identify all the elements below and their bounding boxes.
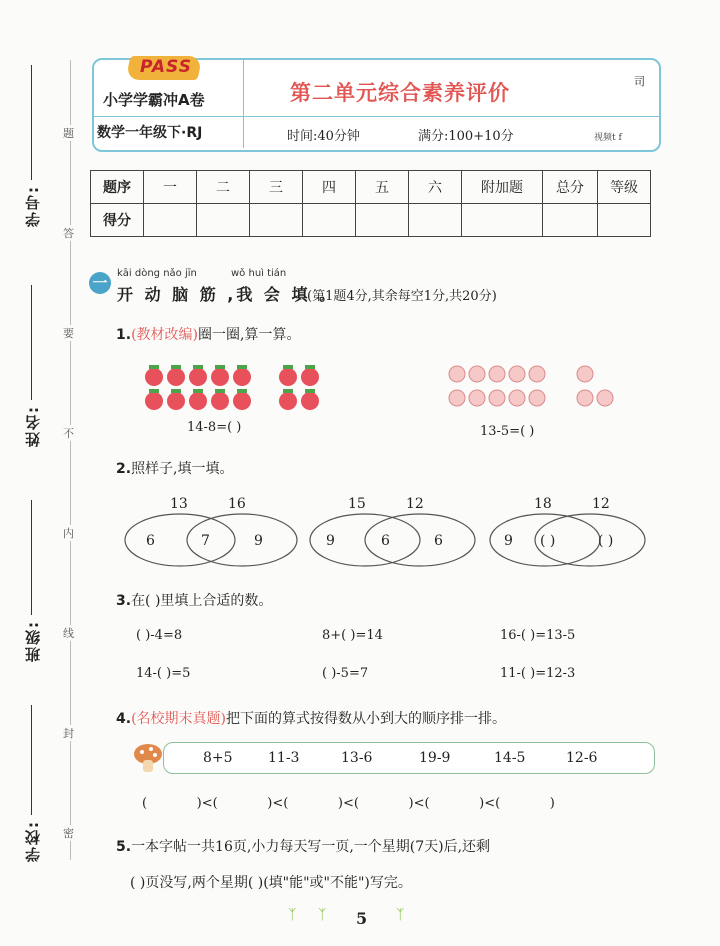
name-line[interactable] xyxy=(31,285,32,400)
question-5-line2[interactable]: ( )页没写,两个星期( )(填"能"或"不能")写完。 xyxy=(130,875,412,891)
table-cell: 附加题 xyxy=(462,171,543,204)
section-note: (第1题4分,其余每空1分,共20分) xyxy=(307,289,497,304)
seal-char: 内 xyxy=(63,527,74,540)
seal-char: 线 xyxy=(63,627,74,640)
pass-logo: PASS xyxy=(140,57,192,77)
venn-right: 9 xyxy=(254,533,263,549)
question-text: 圈一圈,算一算。 xyxy=(198,327,301,343)
venn-left: 9 xyxy=(326,533,335,549)
seal-char: 答 xyxy=(63,227,74,240)
table-cell: 题序 xyxy=(91,171,144,204)
section-number: 一 xyxy=(89,272,111,294)
score-cell[interactable] xyxy=(197,204,250,237)
header-divider-h xyxy=(92,116,659,117)
question-4 xyxy=(116,708,506,728)
table-row xyxy=(91,204,651,237)
class-label: 班级: xyxy=(24,620,42,662)
venn-right-blank[interactable]: ( ) xyxy=(598,533,614,549)
q3-item[interactable]: 8+( )=14 xyxy=(322,628,383,643)
score-cell[interactable] xyxy=(303,204,356,237)
score-cell[interactable] xyxy=(409,204,462,237)
table-cell: 一 xyxy=(144,171,197,204)
page-title: 第二单元综合素养评价 xyxy=(290,81,510,105)
venn-middle: 7 xyxy=(201,533,210,549)
q3-item[interactable]: ( )-4=8 xyxy=(136,628,183,643)
table-cell: 三 xyxy=(250,171,303,204)
expression: 11-3 xyxy=(268,750,300,766)
question-text: 把下面的算式按得数从小到大的顺序排一排。 xyxy=(226,711,506,727)
header-divider xyxy=(243,60,244,148)
sprout-icon: ᛉ xyxy=(288,907,297,923)
question-text: 在( )里填上合适的数。 xyxy=(131,593,273,609)
q3-item[interactable]: 11-( )=12-3 xyxy=(500,666,576,681)
venn-left: 9 xyxy=(504,533,513,549)
table-row xyxy=(91,171,651,204)
table-cell: 四 xyxy=(303,171,356,204)
page-number: 5 xyxy=(356,909,368,928)
venn-top-right: 16 xyxy=(228,496,246,512)
question-5 xyxy=(116,836,490,856)
sprout-icon: ᛉ xyxy=(318,907,327,923)
table-cell: 二 xyxy=(197,171,250,204)
table-cell: 总分 xyxy=(543,171,598,204)
seal-char: 题 xyxy=(63,127,74,140)
table-cell: 等级 xyxy=(598,171,651,204)
order-answer-line[interactable]: ( )<( )<( )<( )<( )<( ) xyxy=(142,796,555,811)
venn-left: 6 xyxy=(146,533,155,549)
question-number: 5. xyxy=(116,839,132,855)
mushroom-icon xyxy=(131,740,167,776)
question-text: 照样子,填一填。 xyxy=(131,461,234,477)
venn-top-left: 18 xyxy=(534,496,552,512)
table-cell: 六 xyxy=(409,171,462,204)
full-score: 满分:100+10分 xyxy=(418,129,514,144)
corner-mark-bottom: 视频t f xyxy=(594,133,622,143)
sprout-icon: ᛉ xyxy=(396,907,405,923)
score-cell[interactable] xyxy=(356,204,409,237)
q1-right-equation[interactable]: 13-5=( ) xyxy=(480,424,535,439)
venn-middle: 6 xyxy=(381,533,390,549)
question-2 xyxy=(116,458,234,478)
question-1 xyxy=(116,324,300,344)
question-number: 4. xyxy=(116,711,132,727)
venn-right: 6 xyxy=(434,533,443,549)
score-cell[interactable] xyxy=(598,204,651,237)
q3-item[interactable]: 14-( )=5 xyxy=(136,666,191,681)
seal-char: 密 xyxy=(63,827,74,840)
school-label: 学校: xyxy=(24,820,42,862)
expression: 8+5 xyxy=(203,750,233,766)
class-line[interactable] xyxy=(31,500,32,615)
peach-icon xyxy=(449,366,613,406)
seal-char: 不 xyxy=(63,427,74,440)
strawberry-illustration[interactable] xyxy=(140,355,340,415)
pinyin: kāi dòng nǎo jīn xyxy=(117,268,197,279)
question-number: 2. xyxy=(116,461,132,477)
table-cell: 得分 xyxy=(91,204,144,237)
expression: 12-6 xyxy=(566,750,598,766)
corner-mark: 司 xyxy=(634,75,645,88)
student-id-label: 学号: xyxy=(24,185,42,227)
time-limit: 时间:40分钟 xyxy=(287,129,360,144)
score-cell[interactable] xyxy=(144,204,197,237)
venn-top-right: 12 xyxy=(406,496,424,512)
score-cell[interactable] xyxy=(250,204,303,237)
series-name: 小学学霸冲A卷 xyxy=(103,91,205,109)
score-cell[interactable] xyxy=(543,204,598,237)
pinyin: wǒ huì tián xyxy=(231,268,287,279)
venn-middle-blank[interactable]: ( ) xyxy=(540,533,556,549)
score-table xyxy=(90,170,651,237)
question-text: 一本字帖一共16页,小力每天写一页,一个星期(7天)后,还剩 xyxy=(131,839,491,855)
seal-char: 封 xyxy=(63,727,74,740)
score-cell[interactable] xyxy=(462,204,543,237)
q3-item[interactable]: 16-( )=13-5 xyxy=(500,628,576,643)
expression: 14-5 xyxy=(494,750,526,766)
name-label: 姓名: xyxy=(24,405,42,447)
venn-top-left: 15 xyxy=(348,496,366,512)
q1-left-equation[interactable]: 14-8=( ) xyxy=(187,420,242,435)
question-3 xyxy=(116,590,272,610)
school-line[interactable] xyxy=(31,705,32,815)
peach-illustration[interactable] xyxy=(445,360,625,410)
venn-top-right: 12 xyxy=(592,496,610,512)
student-id-line[interactable] xyxy=(31,65,32,180)
section-title: 开 动 脑 筋 ,我 会 填 。 xyxy=(117,285,339,304)
table-cell: 五 xyxy=(356,171,409,204)
venn-top-left: 13 xyxy=(170,496,188,512)
expression: 13-6 xyxy=(341,750,373,766)
q3-item[interactable]: ( )-5=7 xyxy=(322,666,369,681)
question-number: 3. xyxy=(116,593,132,609)
expression: 19-9 xyxy=(419,750,451,766)
question-tag: (名校期末真题) xyxy=(131,711,226,727)
question-tag: (教材改编) xyxy=(131,327,198,343)
question-number: 1. xyxy=(116,327,132,343)
grade-label: 数学一年级下·RJ xyxy=(97,125,203,141)
seal-char: 要 xyxy=(63,327,74,340)
